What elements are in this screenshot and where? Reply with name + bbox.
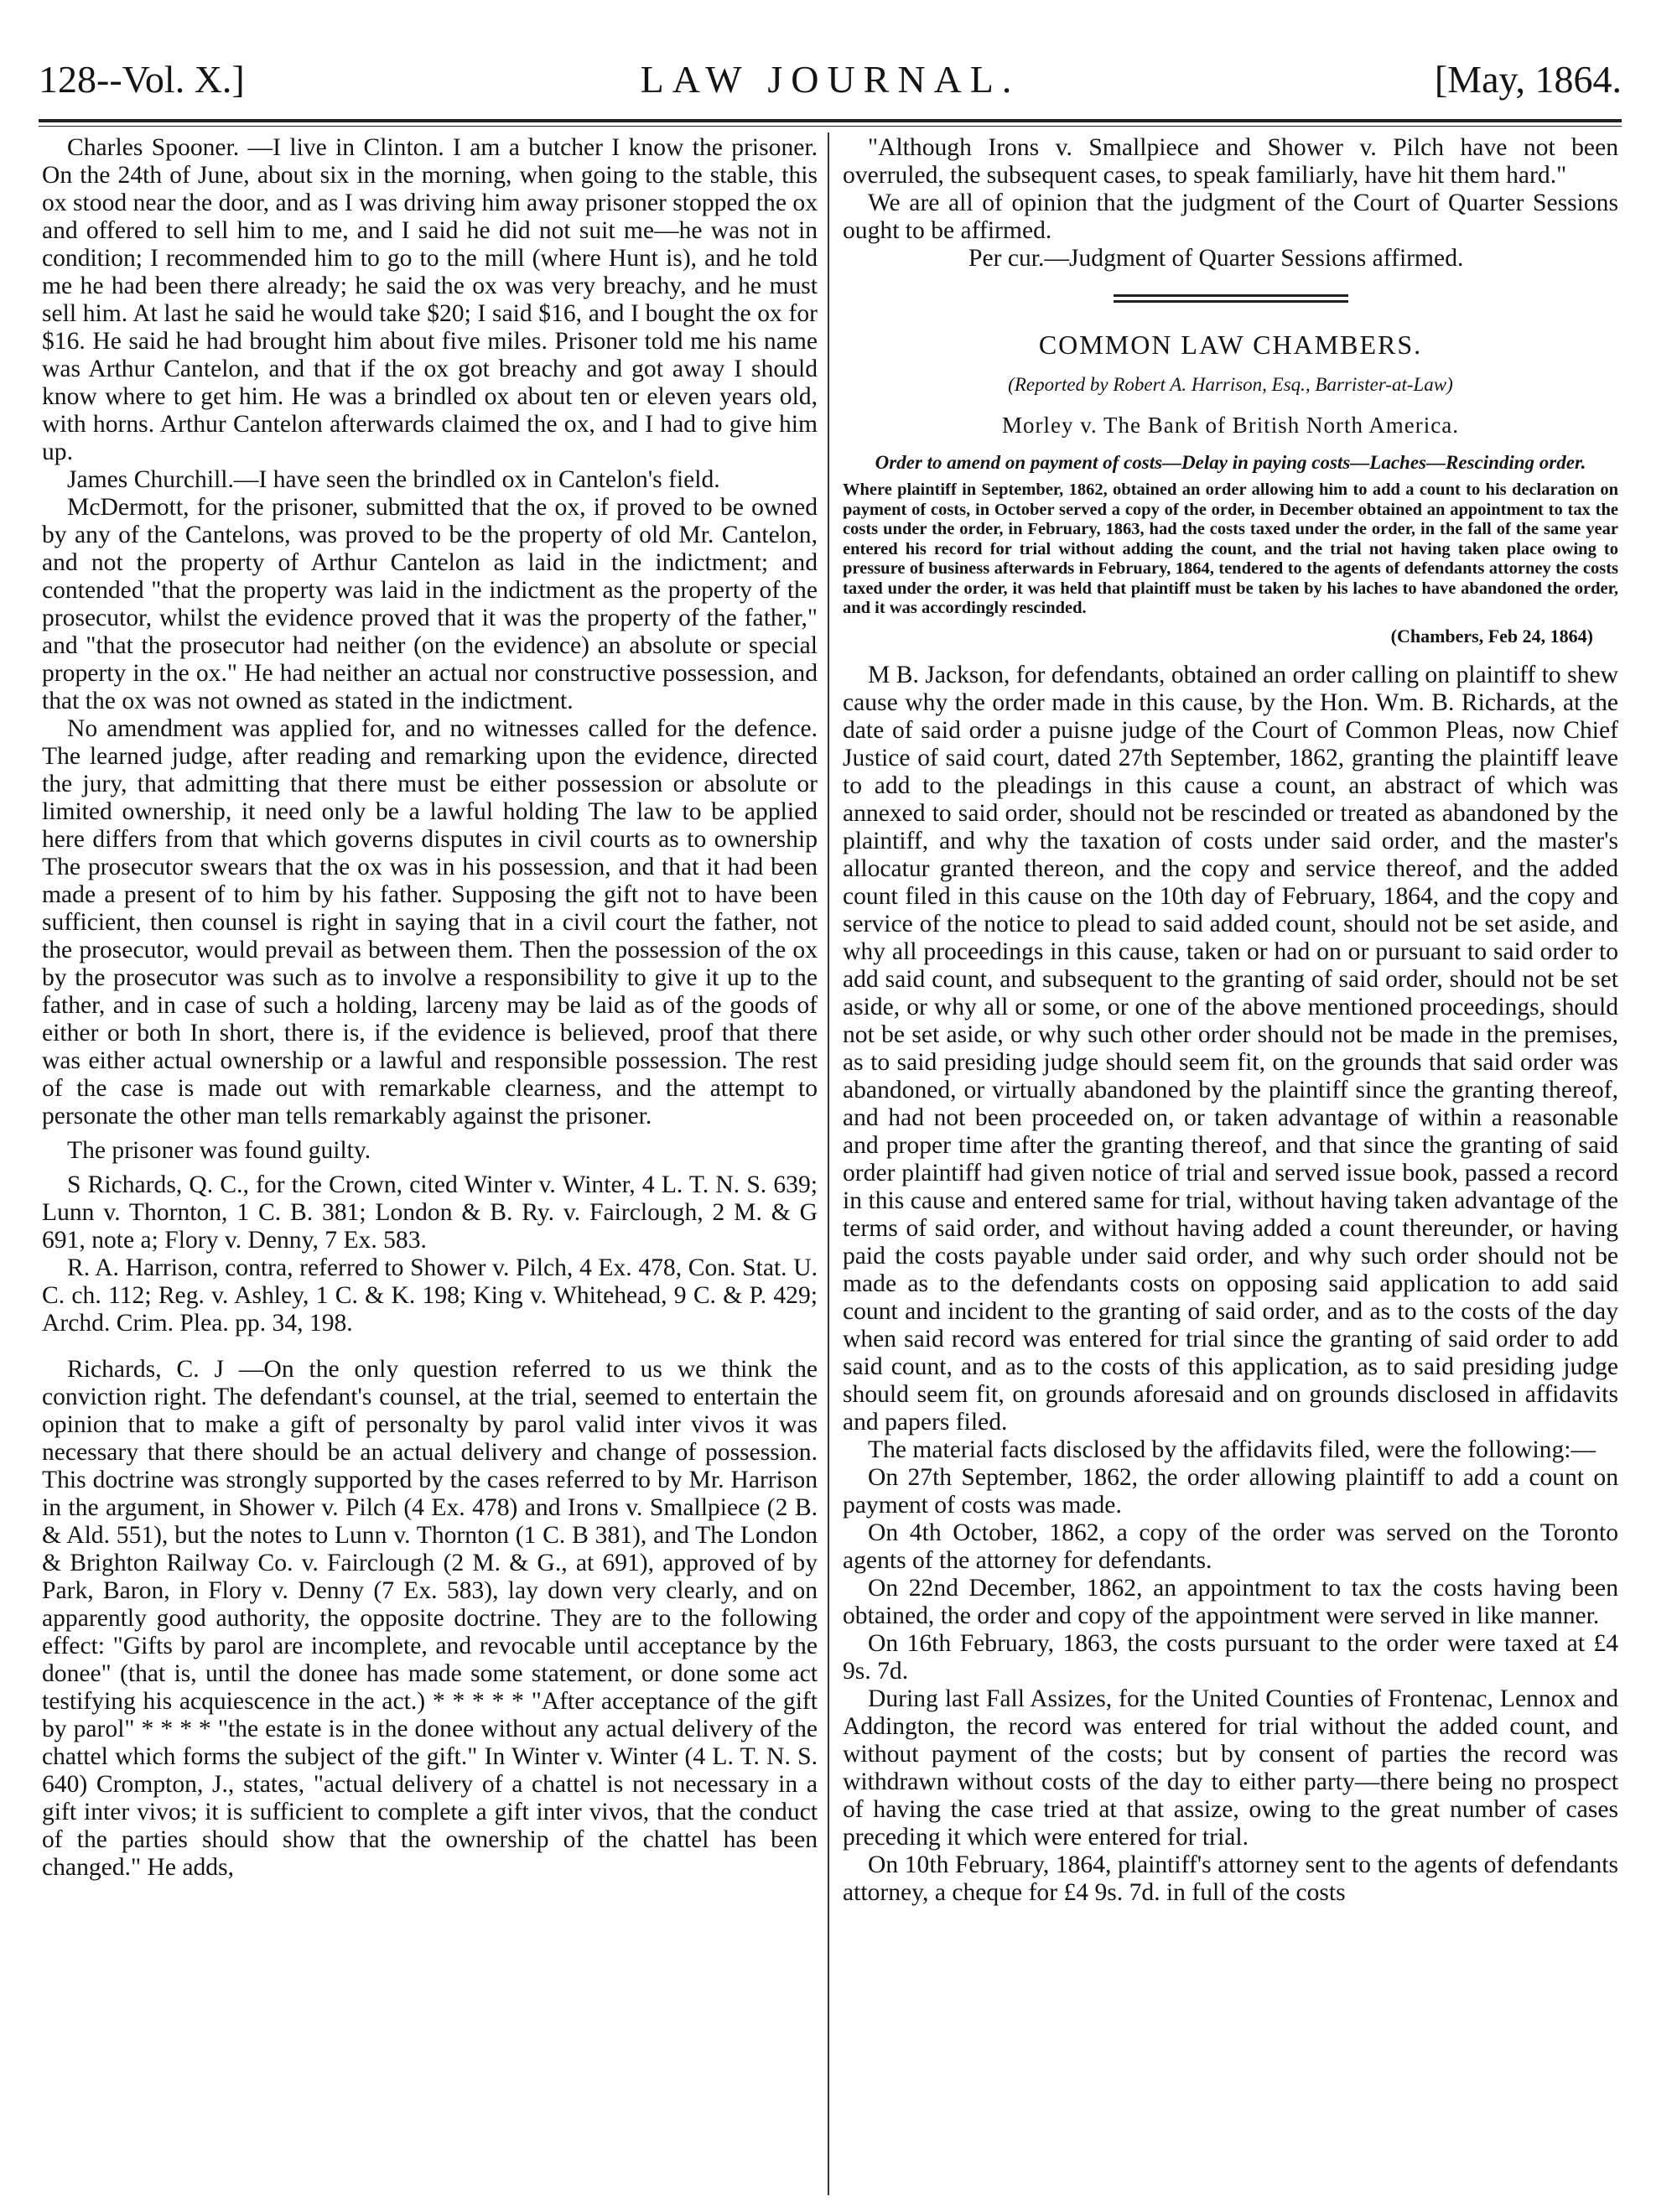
header-rule <box>39 119 1622 122</box>
section-title: COMMON LAW CHAMBERS. <box>1038 330 1423 360</box>
reporter-line: (Reported by Robert A. Harrison, Esq., Barrister-at-Law) <box>1008 374 1453 395</box>
defence-submission: McDermott, for the prisoner, submitted that the ox, if proved to be owned by any of the Cantelons, was proved to be the property of old Mr. Cantelon, and not the property of Arthur Cantelon as laid in the indictment; and contended "that the property was laid in the indictment as the property of the prosecutor, whilst the evidence proved that it was the property of the father," and "that the prosecutor had neither (on the evidence) an absolute or special property in the ox." He had neither an actual nor constructive possession, and that the ox was not owned as stated in the indictment. <box>42 494 818 714</box>
case-title: Morley v. The Bank of British North America. <box>1002 413 1459 438</box>
page-header <box>39 49 1622 116</box>
quote-irons-shower: "Although Irons v. Smallpiece and Shower v. Pilch have not been overruled, the subsequent cases, to speak familiarly, have hit them hard." <box>843 134 1618 189</box>
opinion-affirmed: We are all of opinion that the judgment of the Court of Quarter Sessions ought to be affirmed. <box>843 190 1618 244</box>
page-number-volume: 128--Vol. X.] <box>39 58 245 101</box>
left-column <box>42 134 818 1882</box>
jackson-motion: M B. Jackson, for defendants, obtained an order calling on plaintiff to shew cause why the order made in this cause, by the Hon. Wm. B. Richards, at the date of said order a puisne judge of the Court of Common Pleas, now Chief Justice of said court, dated 27th September, 1862, granting the plaintiff leave to add to the pleadings in this cause a count, an abstract of which was annexed to said order, should not be rescinded or treated as abandoned by the plaintiff, and why the taxation of costs under said order, and the master's allocatur granted thereon, and the copy and service thereof, and the added count filed in this cause on the 10th day of February, 1864, and the copy and service of the notice to plead to said added count, should not be set aside, and why all proceedings in this cause, taken or had on or pursuant to said order to add said count, and subsequent to the granting of said order, should not be set aside, or why all or some, or one of the above mentioned proceedings, should not be set aside, or why such other order should not be made in the premises, as to said presiding judge should seem fit, on the grounds that said order was abandoned, or virtually abandoned by the plaintiff since the granting thereof, and had not been proceeded on, or taken advantage of within a reasonable and proper time after the granting thereof, and that since the granting of said order plaintiff had given notice of trial and served issue book, passed a record in this cause and entered same for trial, without having taken advantage of the terms of said order, and without having added a count thereunder, or having paid the costs payable under said order, and why such order should not be made as to the defendants costs on opposing said application to add said count and incident to the granting of said order, and as to the costs of the day when said record was entered for trial since the granting of said order to add said count, and as to the costs of this application, as to said presiding judge should seem fit, on grounds aforesaid and on grounds disclosed in affidavits and papers filed. <box>843 661 1618 1436</box>
right-column <box>843 134 1618 1907</box>
fact-order-served: On 4th October, 1862, a copy of the order was served on the Toronto agents of the attorney for defendants. <box>843 1519 1618 1574</box>
testimony-churchill: James Churchill.—I have seen the brindled ox in Cantelon's field. <box>67 466 720 493</box>
testimony-spooner: Charles Spooner. —I live in Clinton. I am a butcher I know the prisoner. On the 24th of June, about six in the morning, when going to the stable, this ox stood near the door, and as I was driving him away prisoner stopped the ox and offered to sell him to me, and I said he did not suit me—he was not in condition; I recommended him to go to the mill (where Hunt is), and he told me he had been there already; he said the ox was very breachy, and he must sell him. At last he said he would take $20; I said $16, and I bought the ox for $16. He said he had brought him about five miles. Prisoner told me his name was Arthur Cantelon, and that if the ox got breachy and got away I should know where to get him. He was a brindled ox about ten or eleven years old, with horns. Arthur Cantelon afterwards claimed the ox, and I had to give him up. <box>42 134 818 465</box>
fact-fall-assizes: During last Fall Assizes, for the United Counties of Frontenac, Lennox and Addington, the record was entered for trial without the added count, and without payment of the costs; but by consent of parties the record was withdrawn without costs of the day to either party—there being no prospect of having the case tried at that assize, owing to the great number of cases preceding it which were entered for trial. <box>843 1685 1618 1851</box>
fact-cheque-sent: On 10th February, 1864, plaintiff's attorney sent to the agents of defendants attorney, a cheque for £4 9s. 7d. in full of the costs <box>843 1851 1618 1906</box>
column-divider <box>828 132 829 2195</box>
section-rule <box>1114 294 1348 303</box>
issue-date: [May, 1864. <box>1434 58 1622 101</box>
judgment-richards: Richards, C. J —On the only question referred to us we think the conviction right. The defendant's counsel, at the trial, seemed to entertain the opinion that to make a gift of personalty by parol valid inter vivos it was necessary that there should be an actual delivery and change of possession. This doctrine was strongly supported by the cases referred to by Mr. Harrison in the argument, in Shower v. Pilch (4 Ex. 478) and Irons v. Smallpiece (2 B. & Ald. 551), but the notes to Lunn v. Thornton (1 C. B 381), and The London & Brighton Railway Co. v. Fairclough (2 M. & G., at 691), approved of by Park, Baron, in Flory v. Denny (7 Ex. 583), lay down very clearly, and on apparently good authority, the opposite doctrine. They are to the following effect: "Gifts by parol are incomplete, and revocable until acceptance by the donee" (that is, until the donee has made some statement, or done some act testifying his acquiescence in the act.) * * * * * "After acceptance of the gift by parol" * * * * "the estate is in the donee without any actual delivery of the chattel which forms the subject of the gift." In Winter v. Winter (4 L. T. N. S. 640) Crompton, J., states, "actual delivery of a chattel is not necessary in a gift inter vivos; it is sufficient to complete a gift inter vivos, that the conduct of the parties should show that the ownership of the chattel has been changed." He adds, <box>42 1356 818 1881</box>
per-curiam: Per cur.—Judgment of Quarter Sessions affirmed. <box>968 245 1464 272</box>
verdict: The prisoner was found guilty. <box>67 1137 371 1164</box>
header-rule-thin <box>39 126 1622 127</box>
jury-direction: No amendment was applied for, and no witnesses called for the defence. The learned judge, after reading and remarking upon the evidence, directed the jury, that admitting that there must be either possession or absolute or limited ownership, it need only be a lawful holding The law to be applied here differs from that which governs disputes in civil courts as to ownership The prosecutor swears that the ox was in his possession, and that it had been made a present of to him by his father. Supposing the gift not to have been sufficient, then counsel is right in saying that in a civil court the father, not the prosecutor, would prevail as between them. Then the possession of the ox by the prosecutor was such as to involve a responsibility to give it up to the father, and in case of such a holding, larceny may be laid as of the goods of either or both In short, there is, if the evidence is believed, proof that there was either actual ownership or a lawful and responsible possession. The rest of the case is made out with remarkable clearness, and the attempt to personate the other man tells remarkably against the prisoner. <box>42 715 818 1129</box>
chambers-date: (Chambers, Feb 24, 1864) <box>1390 625 1593 646</box>
contra-citations: R. A. Harrison, contra, referred to Shower v. Pilch, 4 Ex. 478, Con. Stat. U. C. ch. 112; Reg. v. Ashley, 1 C. & K. 198; King v. Whitehead, 9 C. & P. 429; Archd. Crim. Plea. pp. 34, 198. <box>42 1254 818 1337</box>
fact-order-made: On 27th September, 1862, the order allowing plaintiff to add a count on payment of costs was made. <box>843 1463 1618 1519</box>
fact-costs-taxed: On 16th February, 1863, the costs pursuant to the order were taxed at £4 9s. 7d. <box>843 1629 1618 1685</box>
journal-title: LAW JOURNAL. <box>640 58 1020 101</box>
crown-citations: S Richards, Q. C., for the Crown, cited Winter v. Winter, 4 L. T. N. S. 639; Lunn v. Thornton, 1 C. B. 381; London & B. Ry. v. Fairclough, 2 M. & G 691, note a; Flory v. Denny, 7 Ex. 583. <box>42 1171 818 1254</box>
fact-appointment: On 22nd December, 1862, an appointment to tax the costs having been obtained, the order and copy of the appointment were served in like manner. <box>843 1574 1618 1629</box>
facts-intro: The material facts disclosed by the affidavits filed, were the following:— <box>868 1436 1597 1463</box>
headnote: Where plaintiff in September, 1862, obtained an order allowing him to add a count to his declaration on payment of costs, in October served a copy of the order, in December obtained an appointment to tax the costs under the order, in February, 1863, had the costs taxed under the order, in the fall of the same year entered his record for trial without adding the count, and the trial not having taken place owing to pressure of business afterwards in February, 1864, tendered to the agents of defendants attorney the costs taxed under the order, it was held that plaintiff must be taken by his laches to have abandoned the order, and it was accordingly rescinded. <box>843 480 1618 617</box>
headnote-subjects: Order to amend on payment of costs—Delay in paying costs—Laches—Rescinding order. <box>875 452 1586 473</box>
